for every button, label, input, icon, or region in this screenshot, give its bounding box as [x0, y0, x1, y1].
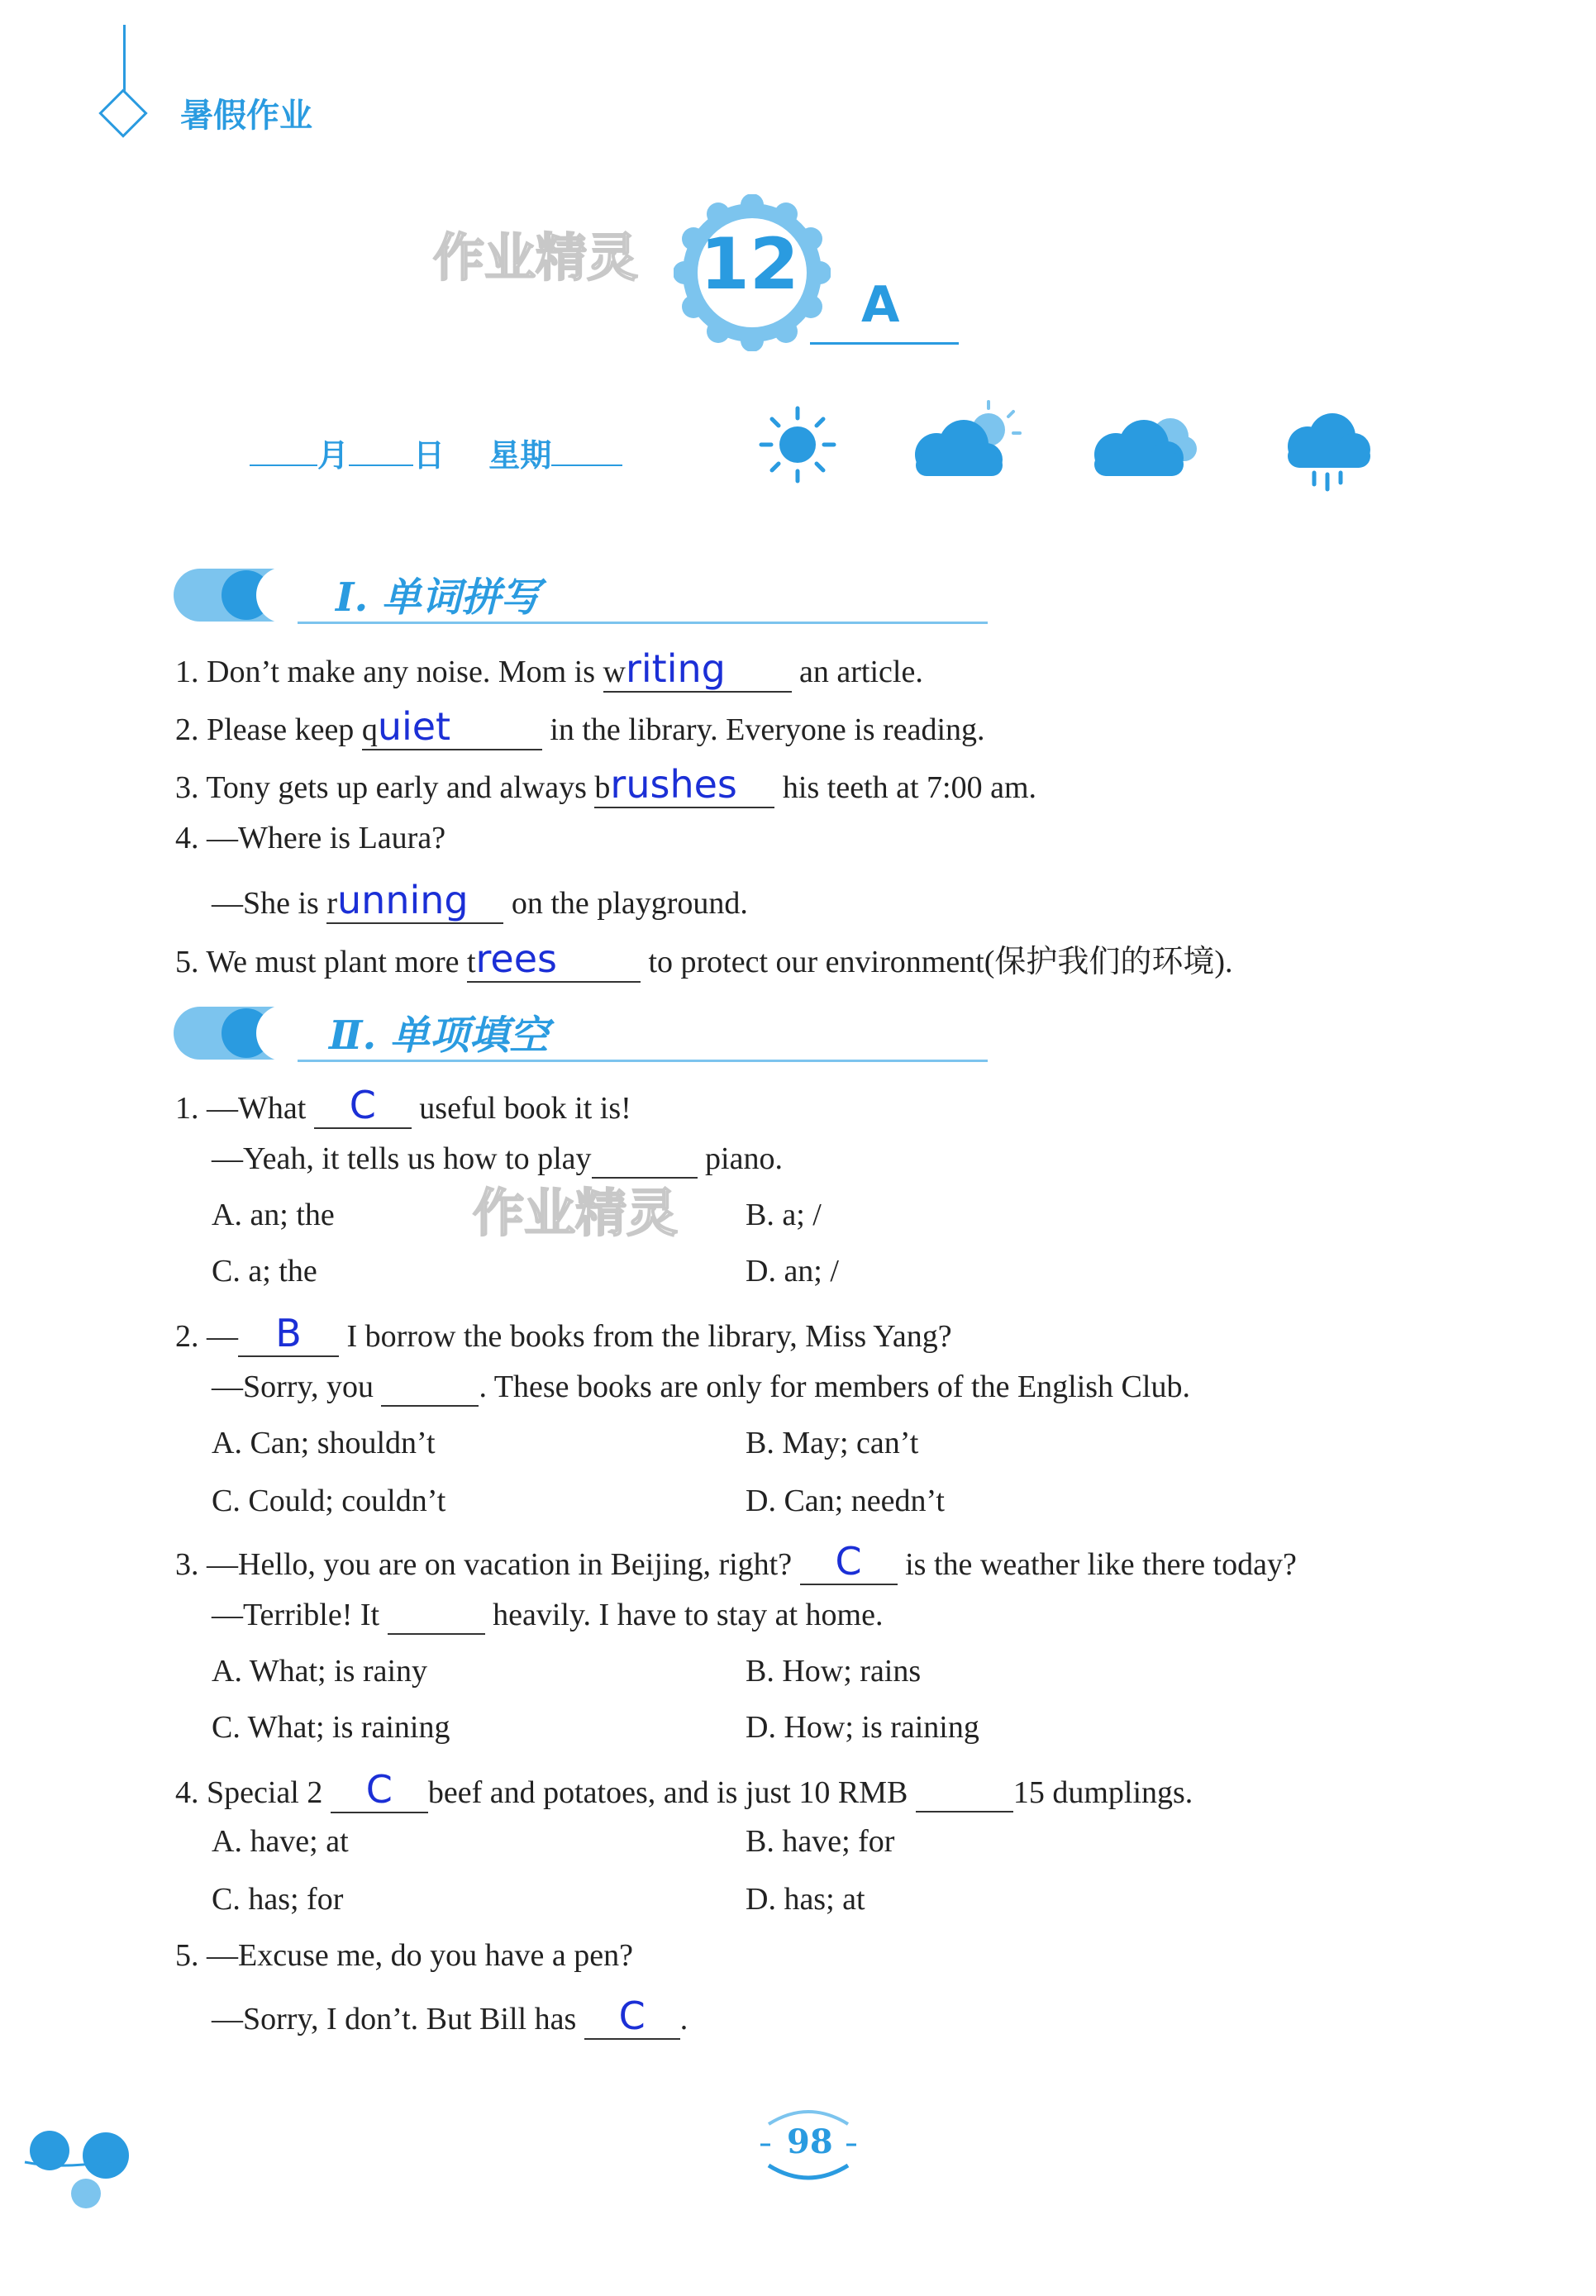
s1-item-4-answer: —She is running on the playground. — [212, 878, 748, 922]
answer: C — [618, 1994, 646, 2038]
q1-line2: —Yeah, it tells us how to play piano. — [212, 1141, 783, 1179]
answer: rees — [475, 936, 557, 981]
q1-option-c: C. a; the — [212, 1254, 317, 1289]
q2-line2: —Sorry, you . These books are only for members of the English Club. — [212, 1369, 1190, 1407]
q3-option-c: C. What; is raining — [212, 1710, 450, 1745]
watermark: 作业精灵 — [433, 227, 639, 288]
q3-line1: 3. —Hello, you are on vacation in Beijing, right? C is the weather like there today? — [175, 1539, 1297, 1584]
answer: riting — [625, 646, 726, 691]
section2-title: Ⅱ. 单项填空 — [329, 1012, 549, 1059]
s1-item-1: 1. Don’t make any noise. Mom is writing an article. — [175, 646, 923, 691]
q1-option-d: D. an; / — [746, 1254, 839, 1289]
q4-option-b: B. have; for — [746, 1824, 895, 1859]
s1-item-2: 2. Please keep quiet in the library. Everyone is reading. — [175, 704, 985, 749]
answer: uiet — [377, 704, 451, 749]
q4-option-d: D. has; at — [746, 1882, 865, 1917]
page-number: 98 — [787, 2122, 833, 2161]
q4-option-c: C. has; for — [212, 1882, 344, 1917]
unit-part: A — [861, 276, 900, 334]
q2-option-c: C. Could; couldn’t — [212, 1484, 446, 1518]
q2-option-d: D. Can; needn’t — [746, 1484, 945, 1518]
q2-line1: 2. — B I borrow the books from the library, Miss Yang? — [175, 1311, 952, 1355]
s1-item-4-question: 4. —Where is Laura? — [175, 821, 446, 855]
section2-header — [174, 1003, 988, 1063]
watermark: 作业精灵 — [473, 1183, 679, 1243]
unit-underline — [810, 342, 959, 345]
q2-option-a: A. Can; shouldn’t — [212, 1426, 436, 1460]
q1-line1: 1. —What C useful book it is! — [175, 1083, 631, 1127]
q1-option-b: B. a; / — [746, 1198, 822, 1232]
month-label: 月 — [317, 437, 350, 474]
q3-option-d: D. How; is raining — [746, 1710, 979, 1745]
cloudy-icon — [1081, 403, 1213, 486]
section1-title: Ⅰ. 单词拼写 — [336, 574, 541, 621]
s1-item-5: 5. We must plant more trees to protect our environment(保护我们的环境). — [175, 936, 1233, 981]
bubbles-icon — [17, 2116, 141, 2215]
weekday-label: 星期 — [488, 437, 552, 474]
answer: C — [365, 1767, 393, 1812]
section1-header — [174, 565, 988, 625]
answer: C — [835, 1539, 862, 1584]
q4-line1: 4. Special 2 C beef and potatoes, and is just 10 RMB 15 dumplings. — [175, 1767, 1193, 1812]
answer: rushes — [610, 762, 737, 807]
q4-option-a: A. have; at — [212, 1824, 349, 1859]
diamond-icon — [98, 88, 147, 137]
partly-cloudy-icon — [899, 395, 1031, 486]
unit-number: 12 — [700, 223, 799, 306]
sunny-icon — [756, 403, 839, 486]
q5-line1: 5. —Excuse me, do you have a pen? — [175, 1938, 633, 1973]
day-label: 日 — [413, 437, 445, 474]
answer: unning — [337, 878, 469, 922]
s1-item-3: 3. Tony gets up early and always brushes his teeth at 7:00 am. — [175, 762, 1037, 807]
header-title: 暑假作业 — [180, 97, 312, 135]
answer: C — [349, 1083, 376, 1127]
q2-option-b: B. May; can’t — [746, 1426, 919, 1460]
q3-line2: —Terrible! It heavily. I have to stay at home. — [212, 1597, 883, 1635]
q1-option-a: A. an; the — [212, 1198, 335, 1232]
answer: B — [275, 1311, 302, 1355]
q3-option-b: B. How; rains — [746, 1654, 922, 1689]
q3-option-a: A. What; is rainy — [212, 1654, 428, 1689]
q5-line2: —Sorry, I don’t. But Bill has C . — [212, 1994, 688, 2038]
rainy-icon — [1273, 403, 1380, 494]
date-row — [250, 430, 622, 475]
